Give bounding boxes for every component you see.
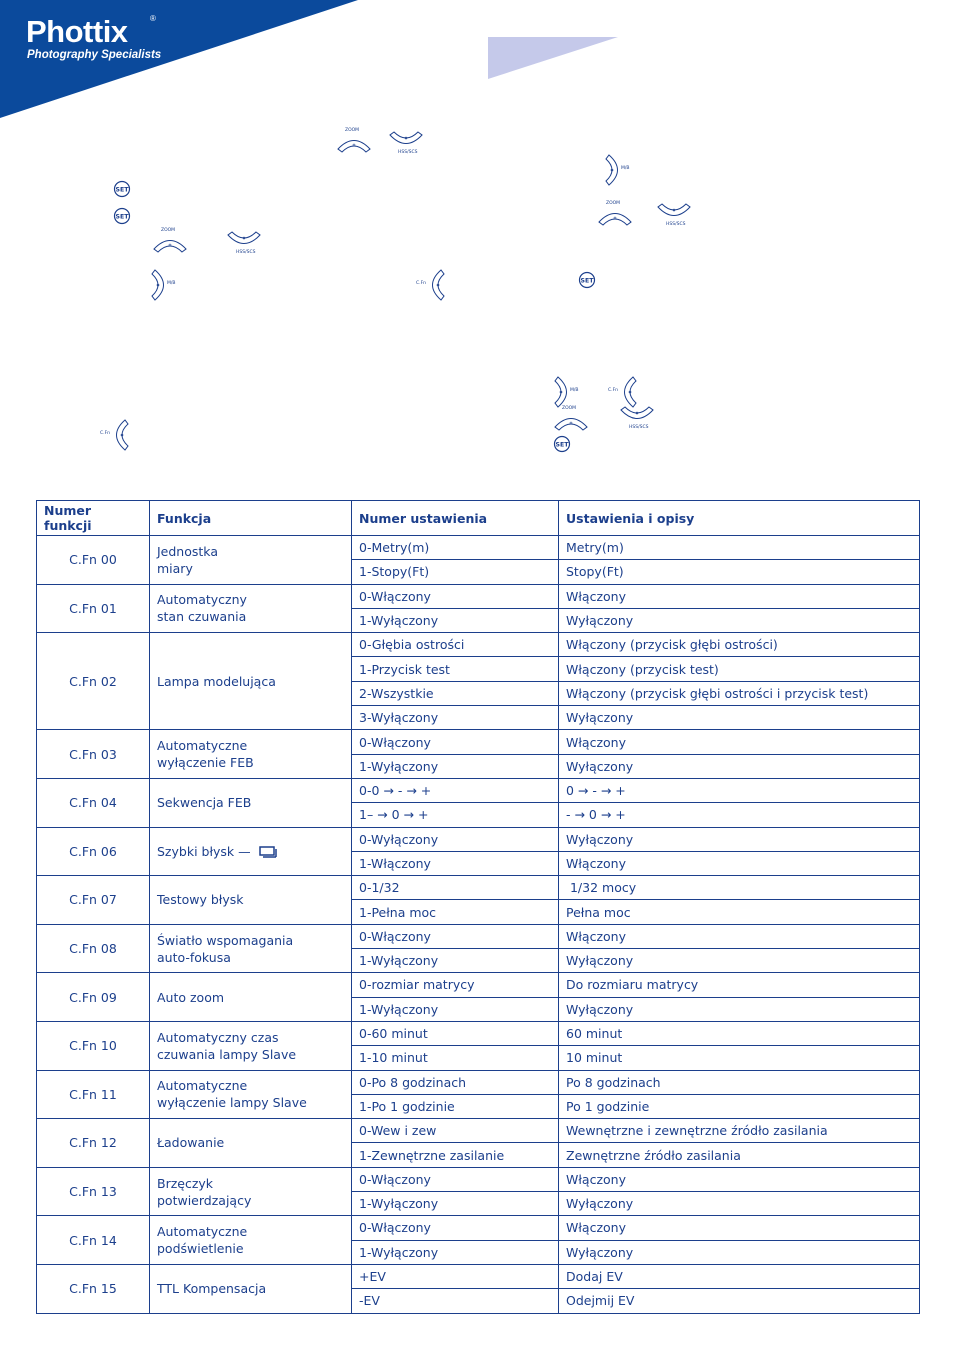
setting-number-cell: 1-Stopy(Ft) <box>352 560 559 584</box>
function-number-cell: C.Fn 01 <box>37 584 150 633</box>
function-number-cell: C.Fn 12 <box>37 1119 150 1168</box>
setting-description-cell: Wyłączony <box>559 608 920 632</box>
header-function: Funkcja <box>150 501 352 536</box>
hss-button-icon <box>226 230 262 250</box>
hss-button-icon <box>656 202 692 222</box>
function-name-line: Sekwencja FEB <box>157 795 252 811</box>
setting-description-cell: Włączony (przycisk głębi ostrości) <box>559 633 920 657</box>
setting-description-cell: Odejmij EV <box>559 1289 920 1313</box>
function-name-cell <box>150 973 352 1022</box>
table-row <box>37 1119 920 1143</box>
function-name-cell <box>150 536 352 585</box>
zoom-label: ZOOM <box>562 406 577 411</box>
setting-number-cell: 1-Wyłączony <box>352 997 559 1021</box>
brand-tagline: Photography Specialists <box>27 49 162 61</box>
table-row <box>37 1264 920 1288</box>
mb-button-icon <box>553 375 571 409</box>
registered-mark: ® <box>150 14 156 23</box>
setting-description-cell: Metry(m) <box>559 536 920 560</box>
function-name-cell <box>150 1021 352 1070</box>
setting-description-cell: Włączony (przycisk głębi ostrości i przycisk test) <box>559 681 920 705</box>
function-number-cell: C.Fn 15 <box>37 1264 150 1313</box>
mb-label: M/B <box>167 281 176 286</box>
svg-text:SET: SET <box>115 213 129 221</box>
function-number-cell: C.Fn 03 <box>37 730 150 779</box>
table-header-row <box>37 501 920 536</box>
zoom-button-icon <box>553 412 589 432</box>
setting-number-cell: 1-Przycisk test <box>352 657 559 681</box>
setting-description-cell: 0 → - → + <box>559 778 920 802</box>
table-row <box>37 827 920 851</box>
function-name-line: wyłączenie lampy Slave <box>157 1095 307 1111</box>
function-name-cell <box>150 1167 352 1216</box>
table-row <box>37 584 920 608</box>
function-number-cell: C.Fn 00 <box>37 536 150 585</box>
hss-label: HSS/SCS <box>398 150 418 155</box>
setting-number-cell: 1-Pełna moc <box>352 900 559 924</box>
table-row <box>37 1167 920 1191</box>
function-name-cell <box>150 1119 352 1168</box>
setting-description-cell: 10 minut <box>559 1046 920 1070</box>
function-number-cell: C.Fn 14 <box>37 1216 150 1265</box>
function-name-cell <box>150 1070 352 1119</box>
zoom-label: ZOOM <box>345 128 360 133</box>
setting-description-cell: 1/32 mocy <box>559 876 920 900</box>
mb-label: M/B <box>621 166 630 171</box>
setting-description-cell: Pełna moc <box>559 900 920 924</box>
setting-number-cell: 0-rozmiar matrycy <box>352 973 559 997</box>
setting-number-cell: 0-Włączony <box>352 584 559 608</box>
function-number-cell: C.Fn 11 <box>37 1070 150 1119</box>
table-row <box>37 730 920 754</box>
table-row <box>37 876 920 900</box>
function-name-cell <box>150 827 352 876</box>
hss-button-icon <box>619 405 655 425</box>
set-button-icon <box>113 180 131 198</box>
function-name-line: Automatyczne <box>157 738 248 754</box>
function-name-line: Ładowanie <box>157 1135 225 1151</box>
function-name-line: wyłączenie FEB <box>157 755 254 771</box>
function-name-cell <box>150 1264 352 1313</box>
setting-description-cell: Do rozmiaru matrycy <box>559 973 920 997</box>
setting-description-cell: Stopy(Ft) <box>559 560 920 584</box>
function-number-cell: C.Fn 06 <box>37 827 150 876</box>
function-name-line: Lampa modelująca <box>157 673 276 689</box>
setting-description-cell: 60 minut <box>559 1021 920 1045</box>
function-name-line: Światło wspomagania <box>157 932 294 948</box>
setting-number-cell: 1-Wyłączony <box>352 949 559 973</box>
function-name-line: potwierdzający <box>157 1192 252 1208</box>
setting-number-cell: +EV <box>352 1264 559 1288</box>
header-setting-description: Ustawienia i opisy <box>559 501 920 536</box>
zoom-label: ZOOM <box>161 228 176 233</box>
setting-number-cell: 0-Włączony <box>352 924 559 948</box>
setting-number-cell: 3-Wyłączony <box>352 706 559 730</box>
cfn-label: C.Fn <box>608 388 619 393</box>
function-name-line: Brzęczyk <box>157 1175 214 1191</box>
table-row <box>37 1070 920 1094</box>
setting-description-cell: Włączony <box>559 851 920 875</box>
function-name-cell <box>150 1216 352 1265</box>
function-number-cell: C.Fn 09 <box>37 973 150 1022</box>
quickflash-icon <box>259 846 277 858</box>
setting-number-cell: 1-10 minut <box>352 1046 559 1070</box>
setting-description-cell: Włączony <box>559 924 920 948</box>
brand-logo: Phottix <box>26 14 128 49</box>
setting-number-cell: -EV <box>352 1289 559 1313</box>
hss-label: HSS/SCS <box>629 425 649 430</box>
svg-text:SET: SET <box>580 277 594 285</box>
cfn-button-icon <box>620 375 638 409</box>
function-name-cell <box>150 778 352 827</box>
table-body <box>37 536 920 1314</box>
setting-number-cell: 0-Włączony <box>352 1167 559 1191</box>
setting-description-cell: Wyłączony <box>559 1192 920 1216</box>
function-name-line: Automatyczne <box>157 1078 248 1094</box>
function-name-cell <box>150 924 352 973</box>
mb-button-icon <box>604 153 622 187</box>
setting-description-cell: Włączony <box>559 730 920 754</box>
setting-number-cell: 0-Włączony <box>352 1216 559 1240</box>
header-band <box>0 0 954 130</box>
setting-number-cell: 1– → 0 → + <box>352 803 559 827</box>
setting-number-cell: 2-Wszystkie <box>352 681 559 705</box>
setting-description-cell: Wyłączony <box>559 754 920 778</box>
zoom-button-icon <box>597 207 633 227</box>
setting-description-cell: - → 0 → + <box>559 803 920 827</box>
cfn-label: C.Fn <box>416 281 427 286</box>
setting-number-cell: 0-Włączony <box>352 730 559 754</box>
function-number-cell: C.Fn 02 <box>37 633 150 730</box>
zoom-label: ZOOM <box>606 201 621 206</box>
set-button-icon <box>113 207 131 225</box>
function-name-line: Automatyczny <box>157 592 247 608</box>
setting-description-cell: Wyłączony <box>559 827 920 851</box>
setting-number-cell: 0-1/32 <box>352 876 559 900</box>
setting-number-cell: 0-Wew i zew <box>352 1119 559 1143</box>
function-number-cell: C.Fn 04 <box>37 778 150 827</box>
function-name-line: stan czuwania <box>157 609 247 625</box>
function-name-cell <box>150 876 352 925</box>
function-name-line: Testowy błysk <box>157 892 244 908</box>
function-name-cell <box>150 633 352 730</box>
setting-number-cell: 0-Po 8 godzinach <box>352 1070 559 1094</box>
function-name-line: Jednostka <box>157 543 218 559</box>
mb-button-icon <box>150 268 168 302</box>
setting-description-cell: Dodaj EV <box>559 1264 920 1288</box>
cfn-button-icon <box>428 268 446 302</box>
setting-description-cell: Włączony <box>559 584 920 608</box>
setting-description-cell: Włączony (przycisk test) <box>559 657 920 681</box>
function-number-cell: C.Fn 10 <box>37 1021 150 1070</box>
function-name-line: Szybki błysk — <box>157 843 251 859</box>
setting-number-cell: 1-Zewnętrzne zasilanie <box>352 1143 559 1167</box>
header-function-number: Numer funkcji <box>37 501 150 536</box>
table-row <box>37 778 920 802</box>
function-name-line: Auto zoom <box>157 989 225 1005</box>
setting-description-cell: Wyłączony <box>559 1240 920 1264</box>
setting-description-cell: Włączony <box>559 1216 920 1240</box>
custom-functions-table <box>36 500 920 1314</box>
function-name-line: TTL Kompensacja <box>157 1281 267 1297</box>
setting-description-cell: Włączony <box>559 1167 920 1191</box>
setting-description-cell: Zewnętrzne źródło zasilania <box>559 1143 920 1167</box>
table-row <box>37 633 920 657</box>
setting-number-cell: 0-Metry(m) <box>352 536 559 560</box>
function-number-cell: C.Fn 13 <box>37 1167 150 1216</box>
svg-text:SET: SET <box>555 441 569 449</box>
table-row <box>37 536 920 560</box>
setting-description-cell: Wyłączony <box>559 706 920 730</box>
function-name-line: Automatyczne <box>157 1224 248 1240</box>
setting-number-cell: 1-Wyłączony <box>352 608 559 632</box>
cfn-label: C.Fn <box>100 431 111 436</box>
function-number-cell: C.Fn 07 <box>37 876 150 925</box>
table-row <box>37 1021 920 1045</box>
table-row <box>37 1216 920 1240</box>
setting-description-cell: Wyłączony <box>559 997 920 1021</box>
setting-number-cell: 0-60 minut <box>352 1021 559 1045</box>
function-name-line: miary <box>157 560 193 576</box>
function-name-line: podświetlenie <box>157 1241 244 1257</box>
setting-number-cell: 1-Włączony <box>352 851 559 875</box>
set-button-icon <box>553 435 571 453</box>
setting-number-cell: 0-Głębia ostrości <box>352 633 559 657</box>
svg-text:SET: SET <box>115 186 129 194</box>
setting-description-cell: Wewnętrzne i zewnętrzne źródło zasilania <box>559 1119 920 1143</box>
function-name-line: czuwania lampy Slave <box>157 1046 297 1062</box>
function-name-cell <box>150 730 352 779</box>
function-number-cell: C.Fn 08 <box>37 924 150 973</box>
setting-number-cell: 1-Po 1 godzinie <box>352 1094 559 1118</box>
setting-number-cell: 1-Wyłączony <box>352 1192 559 1216</box>
table-row <box>37 973 920 997</box>
setting-number-cell: 0-0 → - → + <box>352 778 559 802</box>
setting-number-cell: 1-Wyłączony <box>352 754 559 778</box>
setting-description-cell: Po 1 godzinie <box>559 1094 920 1118</box>
function-name-cell <box>150 584 352 633</box>
hss-button-icon <box>388 130 424 150</box>
setting-description-cell: Po 8 godzinach <box>559 1070 920 1094</box>
zoom-button-icon <box>336 134 372 154</box>
table-row <box>37 924 920 948</box>
function-name-line: auto-fokusa <box>157 949 231 965</box>
mb-label: M/B <box>570 388 579 393</box>
setting-number-cell: 1-Wyłączony <box>352 1240 559 1264</box>
setting-number-cell: 0-Wyłączony <box>352 827 559 851</box>
function-name-line: Automatyczny czas <box>157 1029 279 1045</box>
hss-label: HSS/SCS <box>666 222 686 227</box>
hss-label: HSS/SCS <box>236 250 256 255</box>
set-button-icon <box>578 271 596 289</box>
cfn-button-icon <box>112 418 130 452</box>
zoom-button-icon <box>152 234 188 254</box>
header-setting-number: Numer ustawienia <box>352 501 559 536</box>
setting-description-cell: Wyłączony <box>559 949 920 973</box>
